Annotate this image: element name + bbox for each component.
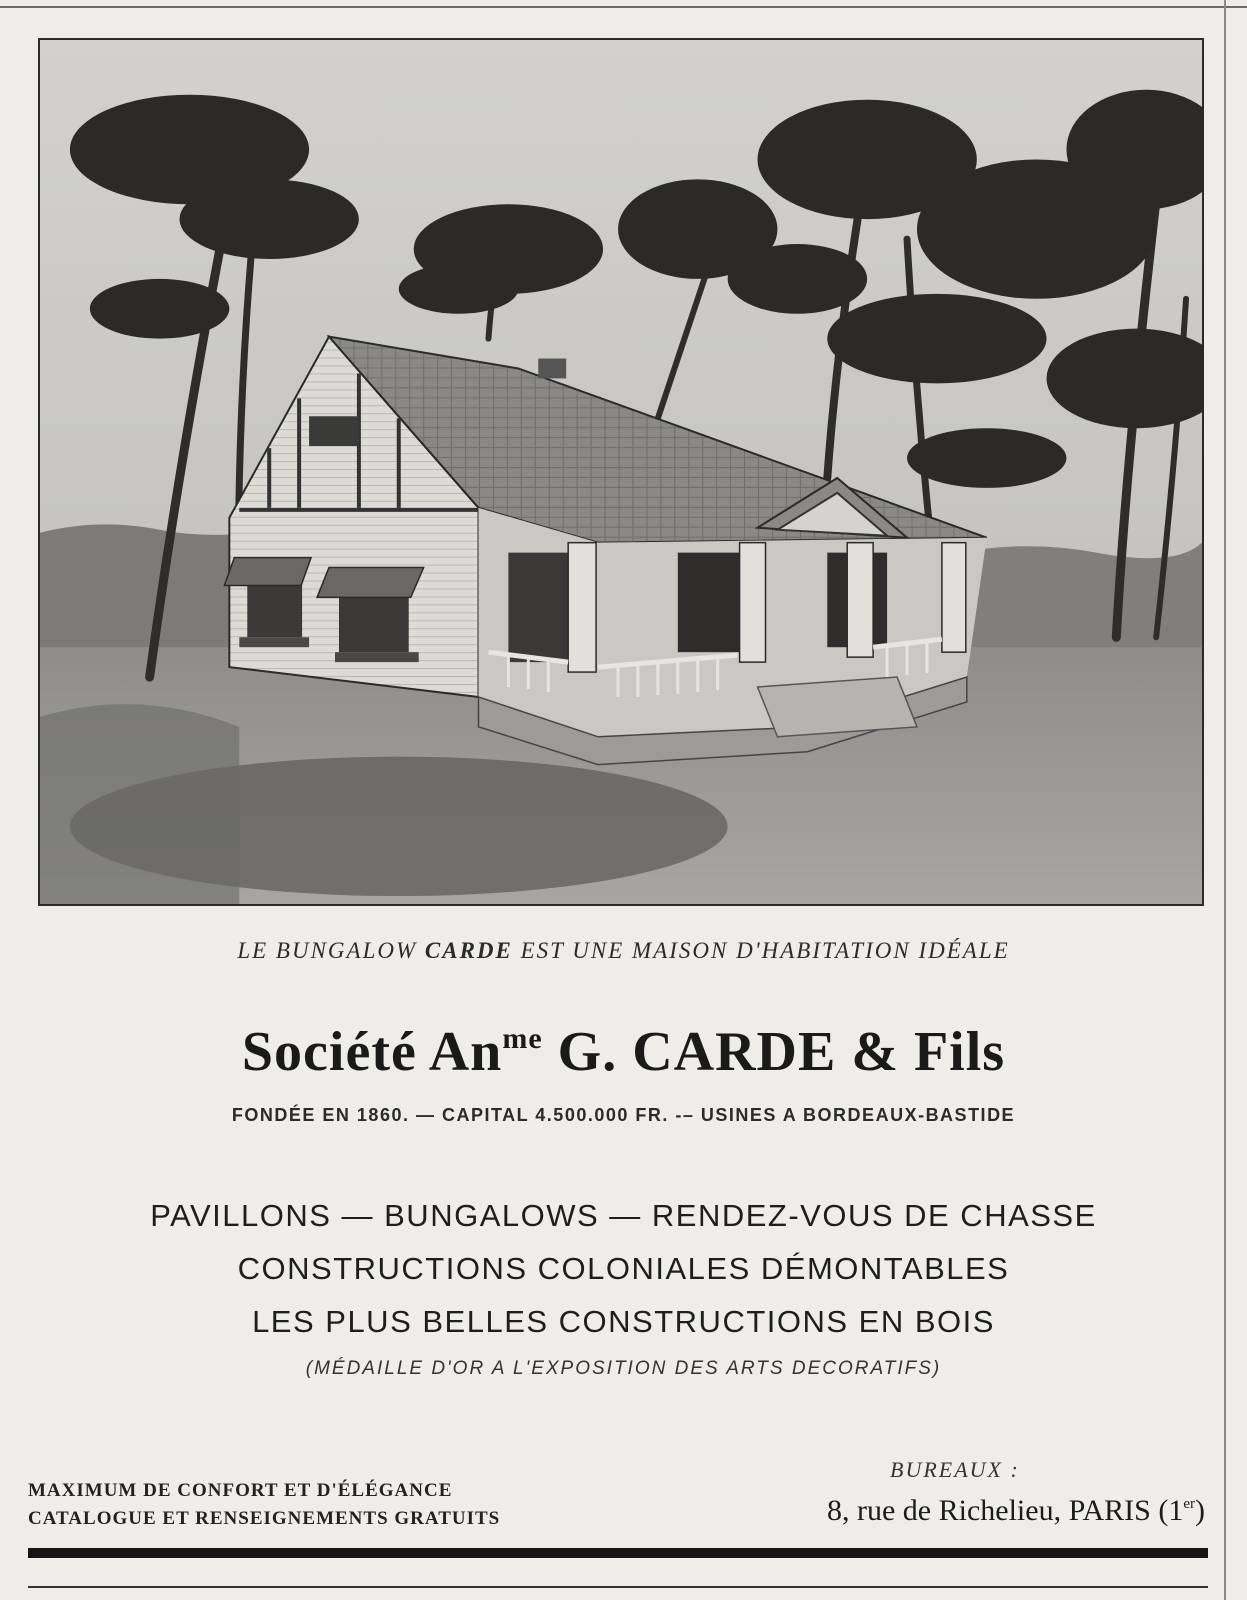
bottom-rule-thick: [28, 1548, 1208, 1558]
medal-note: (MÉDAILLE D'OR A L'EXPOSITION DES ARTS DECORATIFS): [305, 1358, 942, 1379]
photo-caption: [0, 938, 1247, 964]
catalogue-line: CATALOGUE ET RENSEIGNEMENTS GRATUITS: [28, 1508, 501, 1529]
bungalow-photo: [38, 38, 1204, 906]
address-main: 8, rue de Richelieu, PARIS (1: [826, 1494, 1184, 1527]
tagline-1: PAVILLONS — BUNGALOWS — RENDEZ-VOUS DE CHASSE: [150, 1198, 1097, 1233]
caption-brand: CARDE: [424, 938, 513, 963]
page-border-top: [0, 6, 1247, 8]
comfort-info: [28, 1477, 500, 1533]
founded-line: FONDÉE EN 1860. — CAPITAL 4.500.000 FR. -– USINES A BORDEAUX-BASTIDE: [231, 1105, 1016, 1125]
bottom-rule-thin: [28, 1586, 1208, 1588]
bureaux-label: BUREAUX :: [890, 1457, 1020, 1482]
tagline-3: LES PLUS BELLES CONSTRUCTIONS EN BOIS: [252, 1304, 995, 1339]
company-name-sup: me: [502, 1022, 543, 1055]
comfort-line: MAXIMUM DE CONFORT ET D'ÉLÉGANCE: [28, 1480, 453, 1501]
address-close: ): [1195, 1494, 1205, 1527]
caption-part1: LE BUNGALOW: [237, 938, 425, 963]
address-sup: er: [1183, 1496, 1195, 1512]
bungalow-illustration: [40, 40, 1202, 904]
company-name-pre: Société An: [241, 1021, 503, 1083]
company-name-post: G. CARDE & Fils: [542, 1021, 1006, 1083]
caption-part2: EST UNE MAISON D'HABITATION IDÉALE: [512, 938, 1010, 963]
office-address: [827, 1494, 1205, 1528]
company-name: [0, 1020, 1247, 1084]
tagline-2: CONSTRUCTIONS COLONIALES DÉMONTABLES: [237, 1251, 1010, 1286]
